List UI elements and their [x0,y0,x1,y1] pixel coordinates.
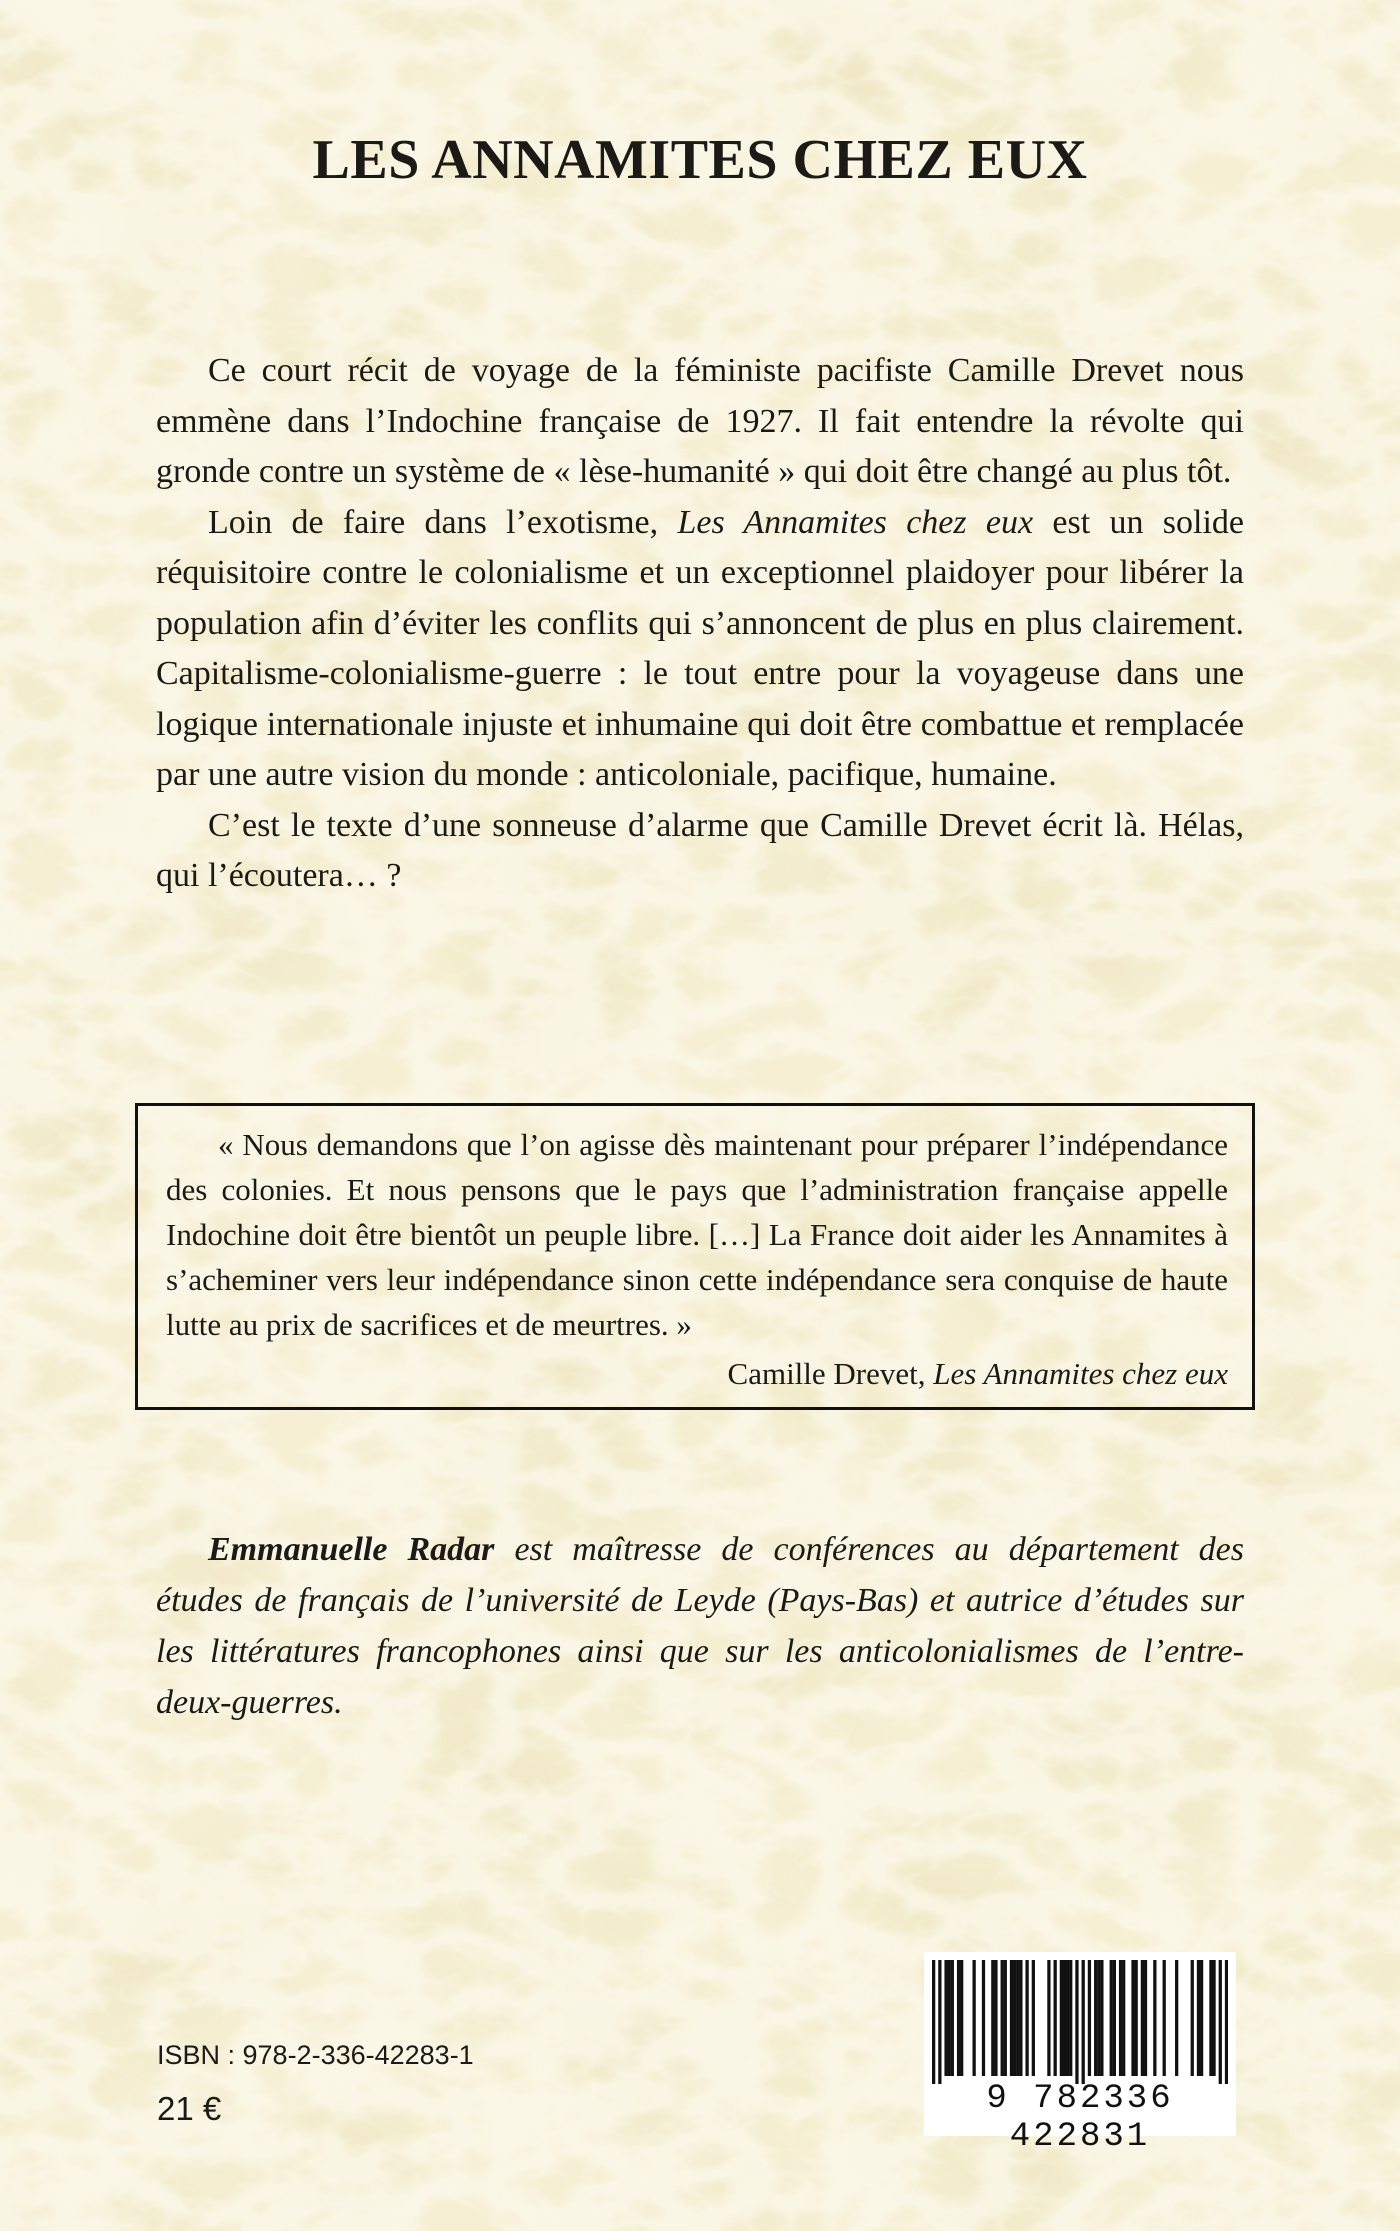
barcode-bar [1032,1960,1035,2076]
barcode-bar [957,1960,960,2076]
barcode-bar [1141,1960,1144,2076]
barcode-bars [932,1960,1228,2084]
author-bio [156,1524,1244,1728]
barcode-bar [1094,1960,1097,2076]
barcode-bar [1225,1960,1228,2084]
blurb-text: Loin de faire dans l’exotisme, [208,503,678,541]
barcode-bar [1100,1960,1103,2076]
blurb-paragraph-3: C’est le texte d’une sonneuse d’alarme que Camille Drevet écrit là. Hélas, qui l’écoutera… ? [156,806,1244,894]
author-bio-paragraph [156,1524,1244,1728]
barcode-bar [1219,1960,1222,2084]
barcode-bar [960,1960,963,2076]
barcode-bar [1054,1960,1057,2076]
barcode-bar [1144,1960,1147,2076]
barcode-bar [1069,1960,1072,2076]
barcode-bar [1025,1960,1028,2076]
barcode-bar [948,1960,951,2076]
price-label: 21 € [157,2090,222,2127]
isbn-label: ISBN : 978-2-336-42283-1 [157,2040,474,2070]
author-name: Emmanuelle Radar [208,1531,495,1568]
quote-attribution [166,1351,1228,1396]
barcode-bar [1209,1960,1212,2076]
back-cover-blurb [156,346,1244,902]
barcode-bar [1019,1960,1022,2076]
barcode-bar [994,1960,997,2076]
barcode-bar [1122,1960,1125,2076]
blurb-text: est un solide réquisitoire contre le colonialisme et un exceptionnel plaidoyer pour libérer la population afin d’éviter les conflits qui s’annoncent de plus en plus clairement. Capitalisme-colonialisme-guerre : le tout entre pour la voyageuse dans une logique internationale injuste et inhumaine qui doit être combattue et remplacée par une autre vision du monde : anticoloniale, pacifique, humaine. [156,503,1245,793]
barcode [924,1952,1236,2156]
barcode-bar [938,1960,941,2084]
barcode-bar [1175,1960,1178,2076]
barcode-bar [1097,1960,1100,2076]
blurb-paragraph-2 [156,498,1244,801]
barcode-bar [1212,1960,1215,2076]
barcode-bar [1082,1960,1085,2084]
quote-box [135,1103,1255,1410]
barcode-bar [944,1960,947,2076]
barcode-bar [932,1960,935,2084]
barcode-bar [1088,1960,1091,2076]
barcode-bar [1200,1960,1203,2076]
barcode-bar [982,1960,985,2076]
barcode-bar [1191,1960,1194,2076]
barcode-bar [1119,1960,1122,2076]
barcode-bar [1075,1960,1078,2084]
quote-text: « Nous demandons que l’on agisse dès maintenant pour préparer l’indépendance des colonies. Et nous pensons que le pays que l’administration française appelle Indochine doit être bientôt un peuple libre. […] La France doit aider les Annamites à s’acheminer vers leur indépendance sinon cette indépendance sera conquise de haute lutte au prix de sacrifices et de meurtres. » [166,1127,1228,1342]
barcode-bar [1066,1960,1069,2076]
barcode-bar [1113,1960,1116,2076]
blurb-paragraph-1: Ce court récit de voyage de la féministe pacifiste Camille Drevet nous emmène dans l’Indochine française de 1927. Il fait entendre la révolte qui gronde contre un système de « lèse-humanité » qui doit être changé au plus tôt. [156,352,1244,490]
barcode-bar [1197,1960,1200,2076]
barcode-bar [1004,1960,1007,2076]
quote-author: Camille Drevet, [727,1356,934,1391]
quote-work-title: Les Annamites chez eux [933,1356,1228,1391]
barcode-bar [1063,1960,1066,2076]
barcode-digits: 9 782336 422831 [986,2080,1174,2156]
barcode-bar [1153,1960,1156,2076]
barcode-bar [1047,1960,1050,2076]
barcode-bar [1016,1960,1019,2076]
barcode-bar [1163,1960,1166,2076]
blurb-book-title: Les Annamites chez eux [677,503,1034,541]
barcode-bar [1010,1960,1013,2076]
barcode-bar [1131,1960,1134,2076]
barcode-bar [991,1960,994,2076]
book-title: LES ANNAMITES CHEZ EUX [312,129,1088,191]
barcode-bar [1001,1960,1004,2076]
barcode-bar [1110,1960,1113,2076]
barcode-bar [1135,1960,1138,2076]
barcode-bar [973,1960,976,2076]
barcode-bar [1013,1960,1016,2076]
author-bio-text: est maîtresse de conférences au département des études de français de l’université de Leyde (Pays-Bas) et autrice d’études sur les littératures francophones ainsi que sur les anticolonialismes de l’entre-deux-guerres. [156,1531,1245,1721]
barcode-bar [1060,1960,1063,2076]
barcode-bar [951,1960,954,2076]
